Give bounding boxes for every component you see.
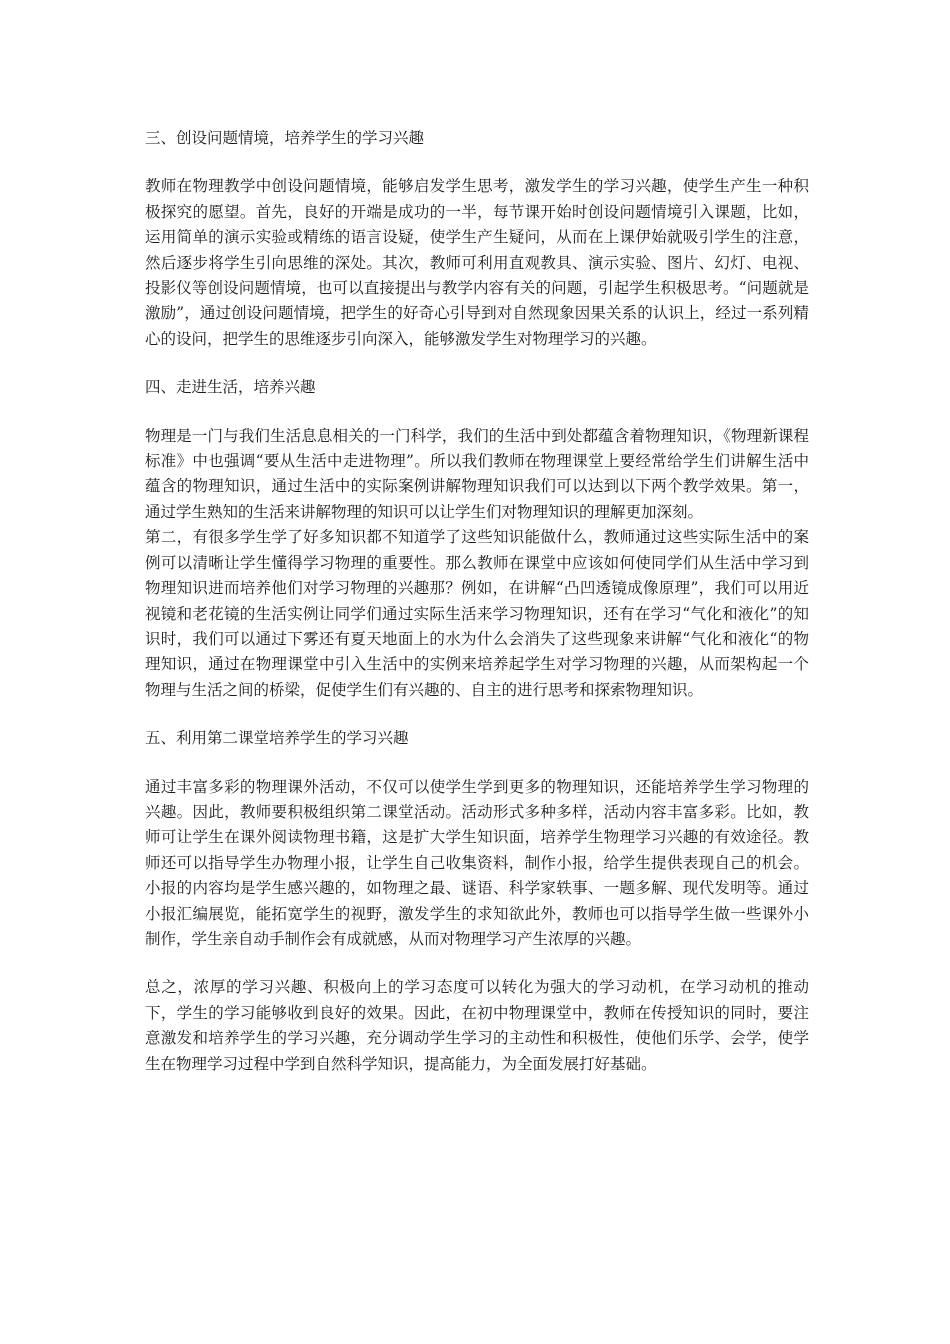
section-three-paragraph: 教师在物理教学中创设问题情境，能够启发学生思考，激发学生的学习兴趣，使学生产生一种积极探究的愿望。首先，良好的开端是成功的一半，每节课开始时创设问题情境引入课题，比如，运用简单的演示实验或精练的语言设疑，使学生产生疑问，从而在上课伊始就吸引学生的注意，然后逐步将学生引向思维的深处。其次，教师可利用直观教具、演示实验、图片、幻灯、电视、投影仪等创设问题情境，也可以直接提出与教学内容有关的问题，引起学生积极思考。“问题就是激励”，通过创设问题情境，把学生的好奇心引导到对自然现象因果关系的认识上，经过一系列精心的设问，把学生的思维逐步引向深入，能够激发学生对物理学习的兴趣。 <box>145 177 809 348</box>
conclusion-paragraph: 总之，浓厚的学习兴趣、积极向上的学习态度可以转化为强大的学习动机，在学习动机的推动下，学生的学习能够收到良好的效果。因此，在初中物理课堂中，教师在传授知识的同时，要注意激发和培养学生的学习兴趣，充分调动学生学习的主动性和积极性，使他们乐学、会学，使学生在物理学习过程中学到自然科学知识，提高能力，为全面发展打好基础。 <box>145 978 809 1073</box>
section-five-paragraph: 通过丰富多彩的物理课外活动，不仅可以使学生学到更多的物理知识，还能培养学生学习物理的兴趣。因此，教师要积极组织第二课堂活动。活动形式多种多样，活动内容丰富多彩。比如，教师可让学生在课外阅读物理书籍，这是扩大学生知识面，培养学生物理学习兴趣的有效途径。教师还可以指导学生办物理小报，让学生自己收集资料，制作小报，给学生提供表现自己的机会。小报的内容均是学生感兴趣的，如物理之最、谜语、科学家轶事、一题多解、现代发明等。通过小报汇编展览，能拓宽学生的视野，激发学生的求知欲此外，教师也可以指导学生做一些课外小制作，学生亲自动手制作会有成就感，从而对物理学习产生浓厚的兴趣。 <box>145 777 809 948</box>
section-four-heading: 四、走进生活，培养兴趣 <box>145 378 316 397</box>
section-four-paragraph-1: 物理是一门与我们生活息息相关的一门科学，我们的生活中到处都蕴含着物理知识，《物理新课程标准》中也强调“要从生活中走进物理”。所以我们教师在物理课堂上要经常给学生们讲解生活中蕴含的物理知识，通过生活中的实际案例讲解物理知识我们可以达到以下两个教学效果。第一，通过学生熟知的生活来讲解物理的知识可以让学生们对物理知识的理解更加深刻。 <box>145 426 809 521</box>
section-four-paragraph-2: 第二，有很多学生学了好多知识都不知道学了这些知识能做什么，教师通过这些实际生活中的案例可以清晰让学生懂得学习物理的重要性。那么教师在课堂中应该如何使同学们从生活中学习到物理知识进而培养他们对学习物理的兴趣那？例如，在讲解“凸凹透镜成像原理”，我们可以用近视镜和老花镜的生活实例让同学们通过实际生活来学习物理知识，还有在学习“气化和液化”的知识时，我们可以通过下雾还有夏天地面上的水为什么会消失了这些现象来讲解“气化和液化“的物理知识，通过在物理课堂中引入生活中的实例来培养起学生对学习物理的兴趣，从而架构起一个物理与生活之间的桥梁，促使学生们有兴趣的、自主的进行思考和探索物理知识。 <box>145 528 809 699</box>
document-page <box>145 126 809 1100</box>
section-five-heading: 五、利用第二课堂培养学生的学习兴趣 <box>145 729 409 748</box>
section-three-heading: 三、创设问题情境，培养学生的学习兴趣 <box>145 129 425 147</box>
